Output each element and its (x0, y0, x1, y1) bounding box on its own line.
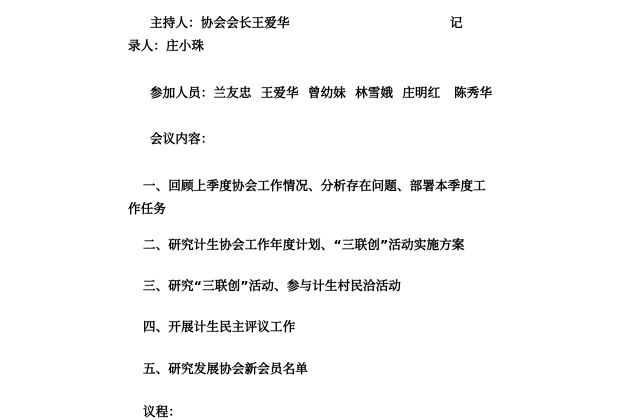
agenda-heading: 议程： (143, 404, 182, 419)
recorder-line: 录人：庄小珠 (128, 38, 205, 53)
agenda-item-2: 二、研究计生协会工作年度计划、“三联创”活动实施方案 (143, 237, 465, 252)
meeting-content-heading: 会议内容： (150, 131, 214, 146)
recorder-label-fragment: 记 (450, 15, 463, 30)
agenda-item-1-line-2: 作任务 (128, 201, 167, 216)
agenda-item-1-line-1: 一、回顾上季度协会工作情况、分析存在问题、部署本季度工 (143, 178, 486, 193)
agenda-item-5: 五、研究发展协会新会员名单 (143, 361, 309, 376)
agenda-item-3: 三、研究“三联创”活动、参与计生村民洽活动 (143, 278, 402, 293)
agenda-item-4: 四、开展计生民主评议工作 (143, 319, 296, 334)
host-line: 主持人：协会会长王爱华 (150, 15, 290, 30)
participants-line: 参加人员：兰友忠 王爱华 曾幼妹 林雪娥 庄明红 陈秀华 (150, 85, 493, 100)
